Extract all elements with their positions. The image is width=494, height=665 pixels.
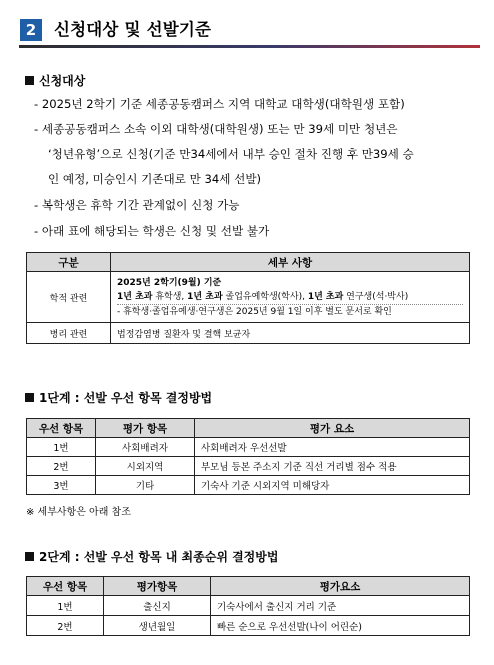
table-cell: 생년월일 [104,616,211,636]
table-cell: 시외지역 [96,457,195,476]
table-cell-detail: 법정감염병 질환자 및 결핵 보균자 [111,323,470,344]
table-header-cell: 구분 [27,253,111,272]
table-header-cell: 평가요소 [211,577,470,596]
table-row [27,596,470,616]
eligibility-line: 인 예정, 미승인시 기존대로 만 34세 선발) [48,172,262,186]
detail-line: 1년 초과 휴학생, 1년 초과 졸업유예학생(학사), 1년 초과 연구생(석·박사) [117,291,409,302]
stage2-table [26,576,470,636]
table-cell: 1번 [27,596,104,616]
table-row [27,476,470,495]
table-row [27,272,470,323]
table-header-row [27,577,470,596]
bullet-square-icon [25,393,34,402]
table-header-row [27,253,470,272]
eligibility-line: - 복학생은 휴학 기간 관계없이 신청 가능 [34,198,240,212]
eligibility-line: - 세종공동캠퍼스 소속 이외 대학생(대학원생) 또는 만 39세 미만 청년은 [34,122,398,136]
eligibility-heading [25,73,85,89]
section-divider [19,45,480,48]
table-cell: 기숙사에서 출신지 거리 기준 [211,596,470,616]
stage1-heading [25,390,212,406]
eligibility-table [26,252,470,344]
table-header-cell: 평가 항목 [96,419,195,438]
table-row [27,438,470,457]
bullet-square-icon [25,552,34,561]
eligibility-line: - 아래 표에 해당되는 학생은 신청 및 선발 불가 [34,224,270,238]
table-cell: 사회배려자 [96,438,195,457]
table-cell: 출신지 [104,596,211,616]
stage1-table [26,418,470,495]
table-cell: 기타 [96,476,195,495]
table-header-row [27,419,470,438]
table-cell: 3번 [27,476,96,495]
table-cell: 빠른 순으로 우선선발(나이 어린순) [211,616,470,636]
stage1-note: ※ 세부사항은 아래 참조 [26,507,131,518]
eligibility-line: ‘청년유형’으로 신청(기준 만34세에서 내부 승인 절차 진행 후 만39세 승 [48,147,414,161]
table-cell: 부모님 등본 주소지 기준 직선 거리별 점수 적용 [195,457,470,476]
table-cell: 1번 [27,438,96,457]
stage2-heading [25,549,278,565]
table-header-cell: 평가항목 [104,577,211,596]
table-cell-category: 학적 관련 [27,272,111,323]
table-header-cell: 평가 요소 [195,419,470,438]
bullet-square-icon [25,76,34,85]
table-row [27,457,470,476]
table-header-cell: 우선 항목 [27,419,96,438]
section-number-badge: 2 [20,19,42,41]
table-cell: 사회배려자 우선선발 [195,438,470,457]
section-title: 신청대상 및 선발기준 [54,20,212,39]
table-cell-category: 병리 관련 [27,323,111,344]
eligibility-heading-text: 신청대상 [39,74,86,88]
table-cell: 기숙사 기준 시외지역 미해당자 [195,476,470,495]
table-row [27,616,470,636]
table-header-cell: 세부 사항 [111,253,470,272]
detail-line: 2025년 2학기(9월) 기준 [117,277,222,288]
table-row [27,323,470,344]
table-header-cell: 우선 항목 [27,577,104,596]
eligibility-line: - 2025년 2학기 기준 세종공동캠퍼스 지역 대학교 대학생(대학원생 포함) [34,97,405,111]
stage1-heading-text: 1단계 : 선발 우선 항목 결정방법 [39,391,213,405]
table-cell-detail [111,272,470,323]
table-cell: 2번 [27,616,104,636]
detail-line: - 휴학생·졸업유예생·연구생은 2025년 9월 1일 이후 별도 문서로 확인 [117,304,463,319]
table-cell: 2번 [27,457,96,476]
stage2-heading-text: 2단계 : 선발 우선 항목 내 최종순위 결정방법 [39,550,279,564]
